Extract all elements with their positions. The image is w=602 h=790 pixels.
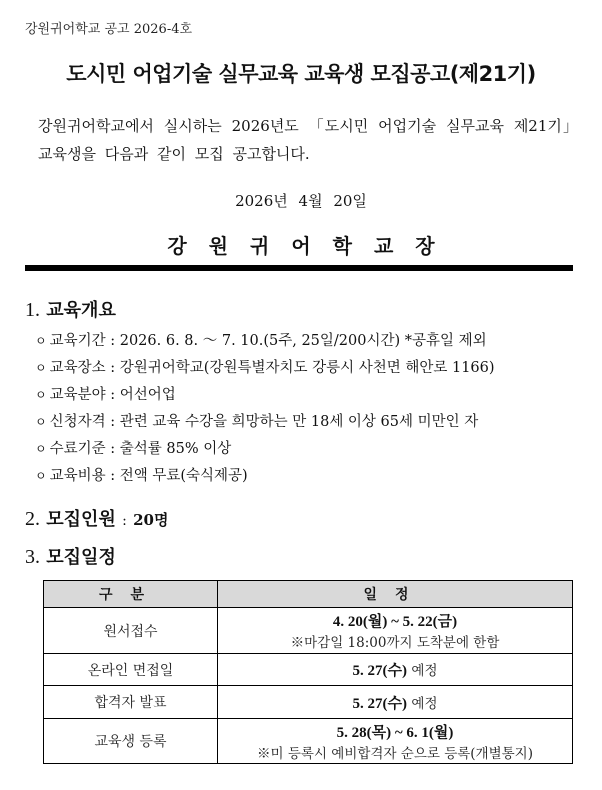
row-schedule <box>218 719 573 764</box>
section-title: 교육개요 <box>46 300 116 321</box>
header-category: 구분 <box>44 581 218 608</box>
bullet-icon: ㅇ <box>35 415 47 429</box>
schedule-date: 5. 28(목) ~ 6. 1(월) <box>336 724 454 741</box>
section-number: 1. <box>25 299 40 321</box>
list-item <box>35 464 248 485</box>
row-category: 원서접수 <box>44 608 218 654</box>
row-schedule <box>218 686 573 719</box>
table-row <box>44 719 573 764</box>
schedule-suffix: 예정 <box>411 695 438 712</box>
recruit-count: 20명 <box>133 511 169 529</box>
separator: : <box>110 360 116 376</box>
page-title: 도시민 어업기술 실무교육 교육생 모집공고(제21기) <box>66 62 536 86</box>
bullet-icon: ㅇ <box>35 388 47 402</box>
list-item <box>35 437 231 458</box>
schedule-suffix: 예정 <box>411 663 438 679</box>
schedule-table <box>43 580 573 764</box>
section-title: 모집인원 <box>46 509 116 530</box>
schedule-date: 5. 27(수) <box>352 695 407 712</box>
section-2-heading <box>25 505 169 531</box>
schedule-date: 5. 27(수) <box>352 663 407 679</box>
item-value: 전액 무료(숙식제공) <box>119 468 248 484</box>
list-item <box>35 410 478 431</box>
bullet-icon: ㅇ <box>35 361 47 375</box>
item-value: 어선어업 <box>119 387 176 403</box>
bullet-icon: ㅇ <box>35 469 47 483</box>
list-item <box>35 329 487 350</box>
table-row <box>44 654 573 686</box>
header-schedule: 일정 <box>218 581 573 608</box>
table-row <box>44 608 573 654</box>
section-number: 2. <box>25 508 40 530</box>
section-title: 모집일정 <box>46 547 116 568</box>
list-item <box>35 356 495 377</box>
separator: : <box>110 333 116 349</box>
item-value: 강원귀어학교(강원특별자치도 강릉시 사천면 해안로 1166) <box>119 360 495 376</box>
schedule-note: ※미 등록시 예비합격자 순으로 등록(개별통지) <box>257 745 533 762</box>
row-category: 온라인 면접일 <box>44 654 218 686</box>
section-number: 3. <box>25 546 40 568</box>
row-category: 합격자 발표 <box>44 686 218 719</box>
intro-paragraph: 강원귀어학교에서 실시하는 2026년도 「도시민 어업기술 실무교육 제21기」 교육생을 다음과 같이 모집 공고합니다. <box>38 117 578 163</box>
schedule-date: 4. 20(월) ~ 5. 22(금) <box>332 614 458 630</box>
signer: 강원귀어학교장 <box>167 234 457 258</box>
separator: : <box>110 414 116 430</box>
item-label: 신청자격 <box>49 414 106 430</box>
item-value: 2026. 6. 8. ～ 7. 10.(5주, 25일/200시간) *공휴일 제외 <box>119 333 487 349</box>
separator: : <box>110 468 116 484</box>
item-label: 교육비용 <box>49 468 106 484</box>
announcement-date: 2026년 4월 20일 <box>235 192 367 210</box>
row-schedule <box>218 608 573 654</box>
document-number: 강원귀어학교 공고 2026-4호 <box>25 22 193 37</box>
item-label: 교육기간 <box>49 333 106 349</box>
section-1-heading <box>25 296 116 322</box>
row-category: 교육생 등록 <box>44 719 218 764</box>
schedule-note: ※마감일 18:00까지 도착분에 한함 <box>290 635 500 651</box>
section-3-heading <box>25 543 116 569</box>
item-label: 교육분야 <box>49 387 106 403</box>
item-value: 출석률 85% 이상 <box>119 441 232 457</box>
item-label: 수료기준 <box>49 441 106 457</box>
bullet-icon: ㅇ <box>35 442 47 456</box>
list-item <box>35 383 176 404</box>
item-value: 관련 교육 수강을 희망하는 만 18세 이상 65세 미만인 자 <box>119 414 479 430</box>
separator: : <box>110 441 116 457</box>
table-header-row <box>44 581 573 608</box>
divider-rule <box>25 265 573 271</box>
separator: : <box>110 387 116 403</box>
separator: : <box>122 513 127 529</box>
bullet-icon: ㅇ <box>35 334 47 348</box>
row-schedule <box>218 654 573 686</box>
item-label: 교육장소 <box>49 360 106 376</box>
table-row <box>44 686 573 719</box>
